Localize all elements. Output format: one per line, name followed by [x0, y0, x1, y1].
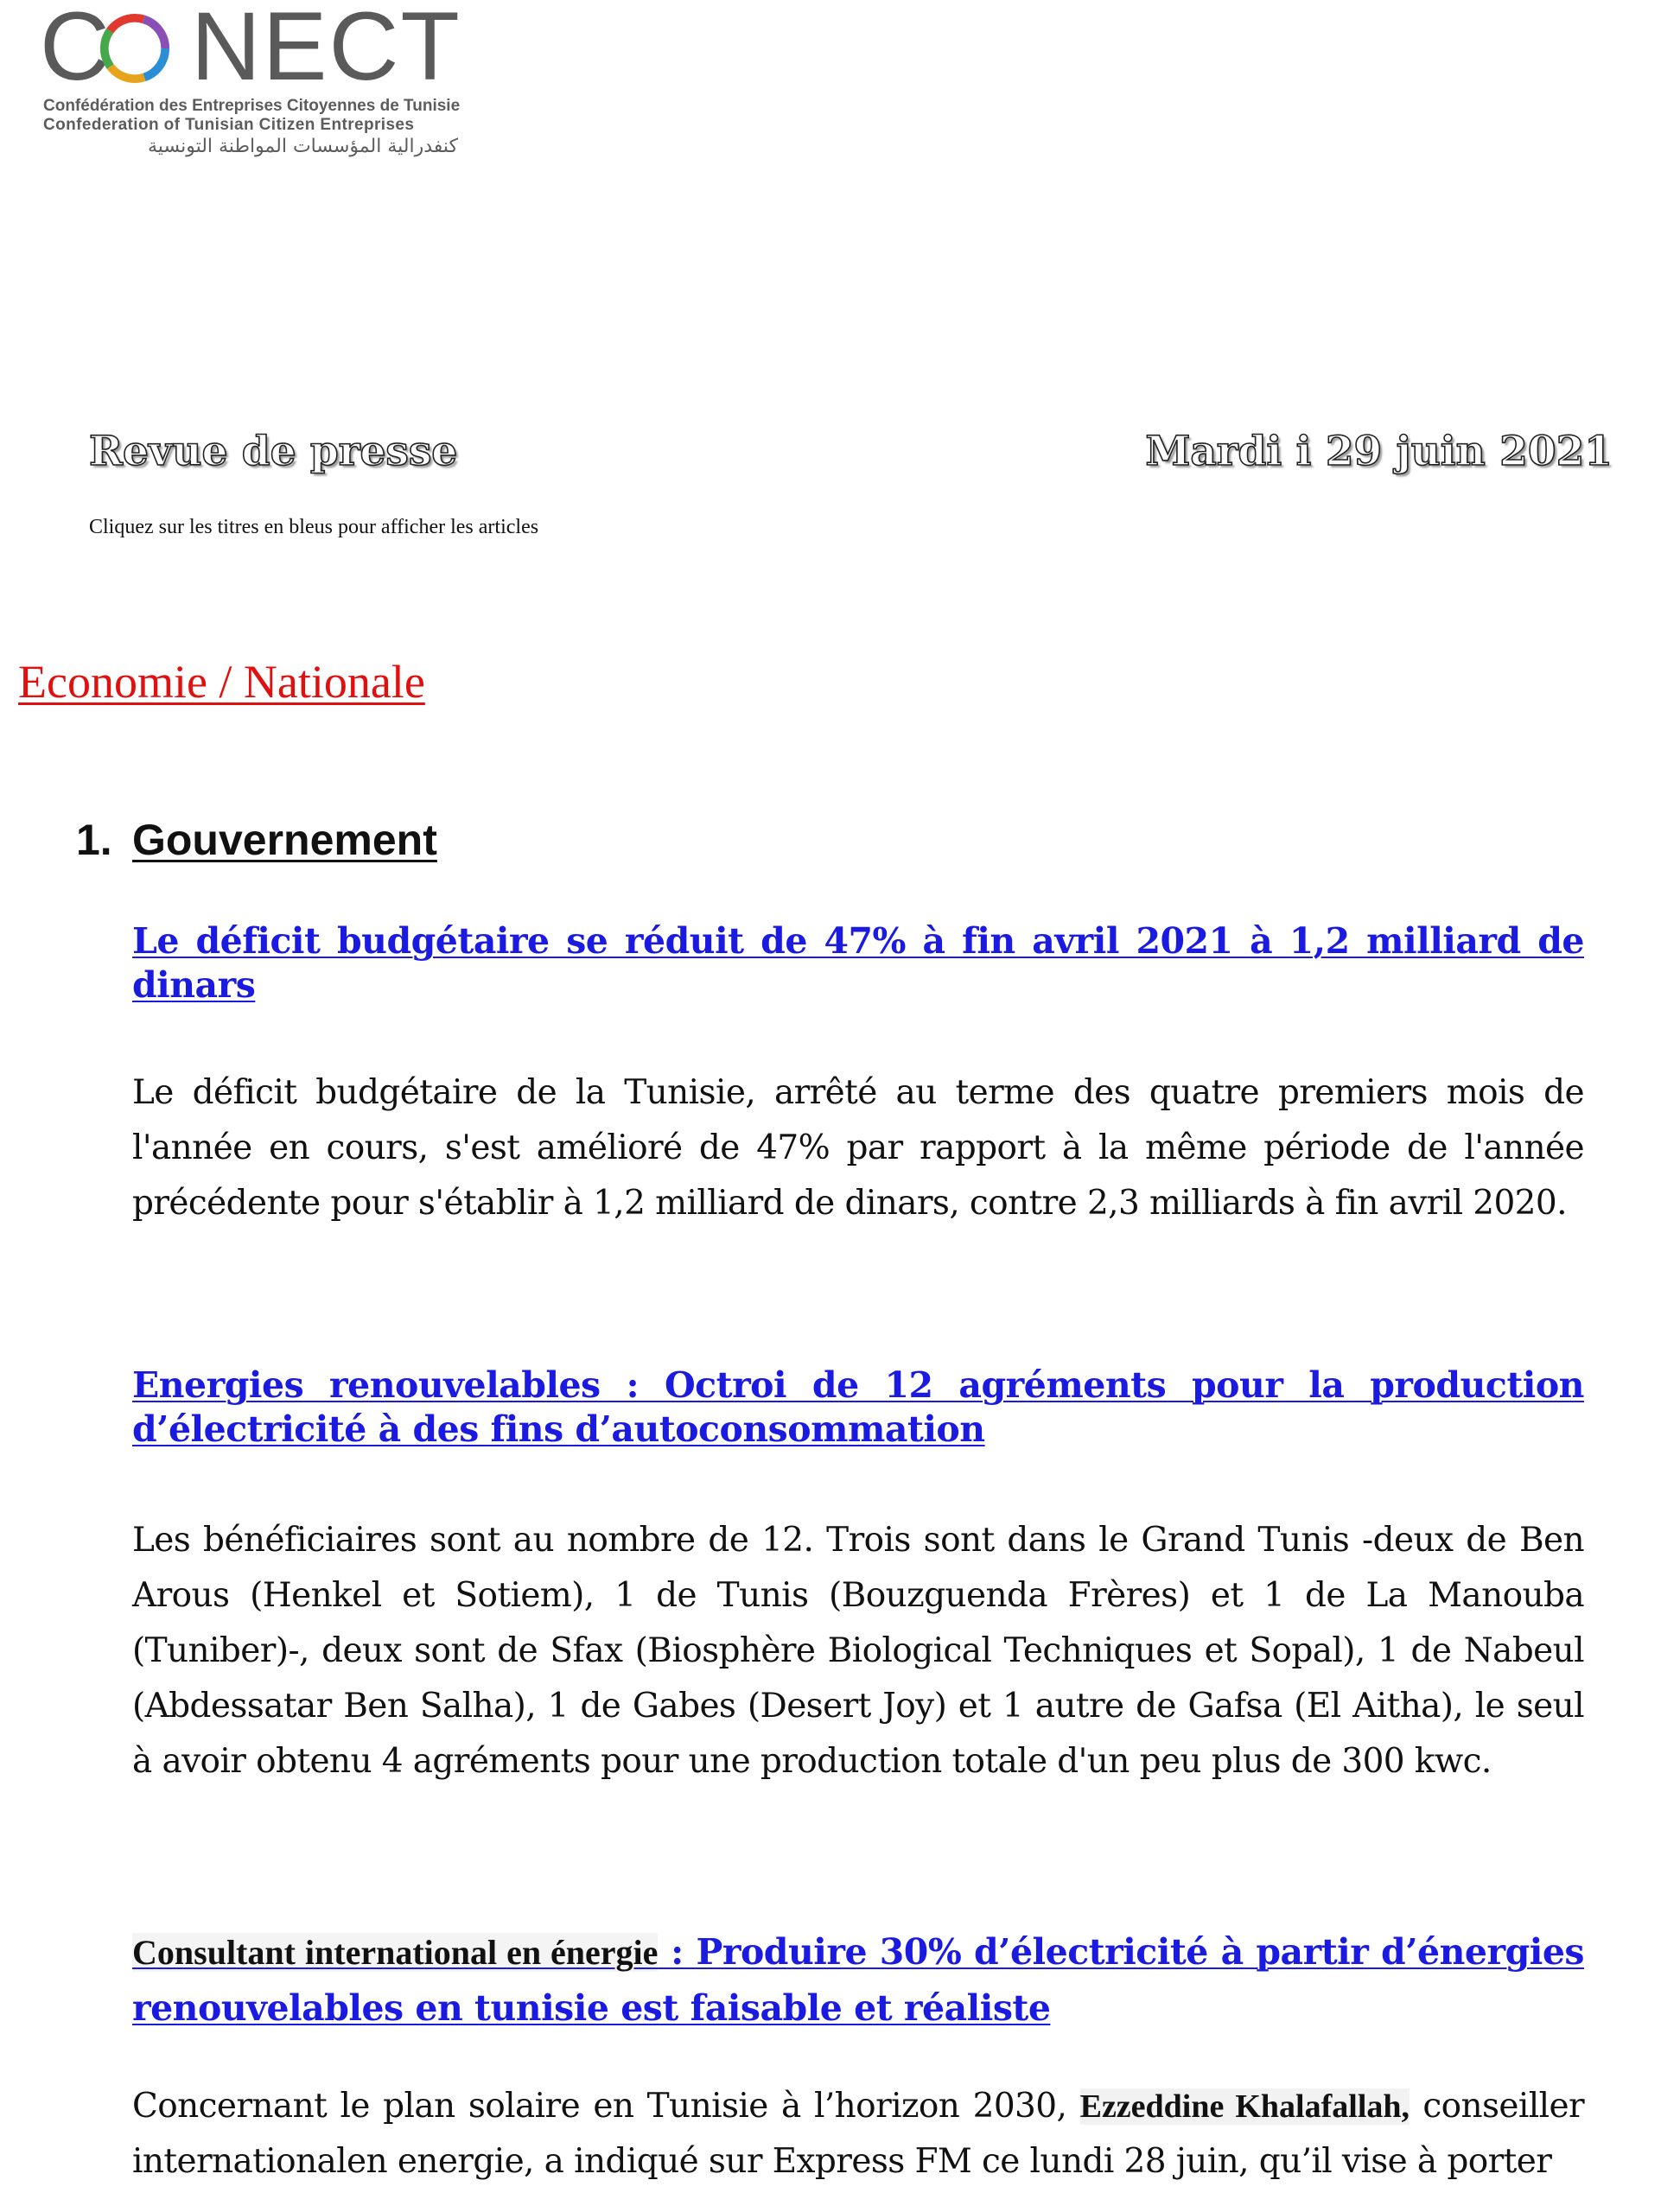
heading-number: 1.	[76, 816, 112, 864]
page-subtitle: Cliquez sur les titres en bleus pour afficher les articles	[89, 516, 539, 538]
article-body-1: Le déficit budgétaire de la Tunisie, arrêté au terme des quatre premiers mois de l'année en cours, s'est amélioré de 47% par rapport à la même période de l'année précédente pour s'établir à 1,2 milliard de dinars, contre 2,3 milliards à fin avril 2020.	[132, 1073, 1584, 1223]
article-body-3-end: conseiller internationalen energie, a indiqué sur Express FM ce lundi 28 juin, qu’il vise à porter	[132, 2087, 1585, 2181]
article-title-3-prefix: Consultant international en énergie	[132, 1933, 659, 1972]
logo-line-ar: كنفدرالية المؤسسات المواطنة التونسية	[148, 136, 458, 157]
page-title: Revue de presse	[89, 428, 458, 475]
logo-line-fr: Confédération des Entreprises Citoyennes de Tunisie	[43, 97, 461, 115]
category-heading	[76, 815, 437, 865]
article-body-3	[132, 2079, 1584, 2190]
article-title-3	[132, 1924, 1584, 2036]
logo-wordmark: C NECT	[40, 0, 461, 100]
logo-ring-icon	[97, 10, 173, 86]
article-link-1[interactable]: Le déficit budgétaire se réduit de 47% à fin avril 2021 à 1,2 milliard de dinars	[132, 920, 1584, 1006]
section-title: Economie / Nationale	[18, 656, 425, 708]
article-body-3-start: Concernant le plan solaire en Tunisie à l’horizon 2030,	[132, 2087, 1080, 2126]
heading-label: Gouvernement	[132, 816, 437, 864]
article-link-2[interactable]: Energies renouvelables : Octroi de 12 agréments pour la production d’électricité à des fins d’autoconsommation	[132, 1364, 1584, 1450]
article-body-3-name: Ezzeddine Khalafallah,	[1079, 2088, 1410, 2125]
article-link-3[interactable]: : Produire 30% d’électricité à partir d’énergies renouvelables en tunisie est faisable et réaliste	[132, 1931, 1584, 2029]
conect-logo	[35, 0, 467, 168]
article-body-2: Les bénéficiaires sont au nombre de 12. Trois sont dans le Grand Tunis -deux de Ben Arous (Henkel et Sotiem), 1 de Tunis (Bouzguenda Frères) et 1 de La Manouba (Tuniber)-, deux sont de Sfax (Biosphère Biological Techniques et Sopal), 1 de Nabeul (Abdessatar Ben Salha), 1 de Gabes (Desert Joy) et 1 autre de Gafsa (El Aitha), le seul à avoir obtenu 4 agréments pour une production totale d'un peu plus de 300 kwc.	[132, 1521, 1584, 1781]
page-date: Mardi i 29 juin 2021	[1145, 428, 1613, 475]
logo-line-en: Confederation of Tunisian Citizen Entreprises	[43, 116, 415, 134]
